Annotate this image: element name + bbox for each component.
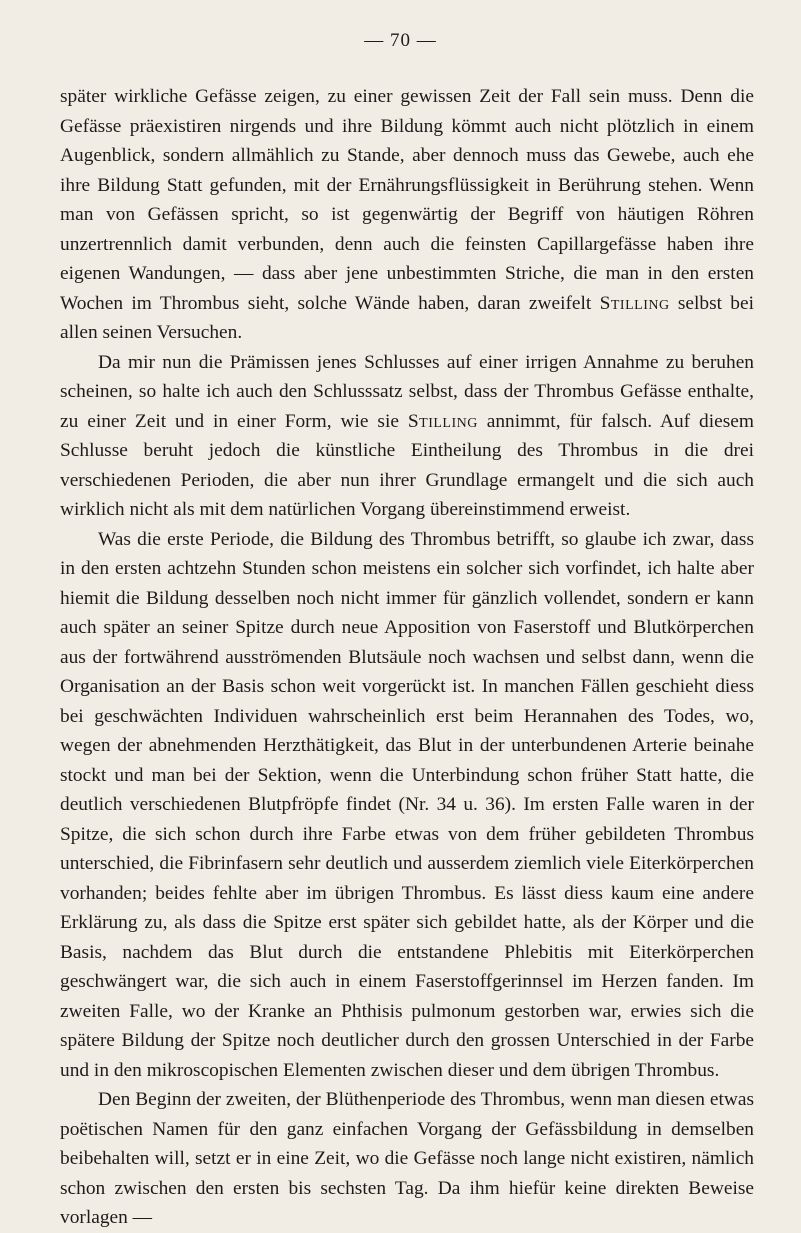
paragraph-1-text-b: selbst bei allen seinen Versuchen. — [60, 292, 754, 343]
author-name-stilling: Stilling — [407, 410, 478, 432]
author-name-stilling: Stilling — [599, 292, 670, 314]
paragraph-3-text: Was die erste Periode, die Bildung des Thrombus betrifft, so glaube ich zwar, dass in den ersten achtzehn Stunden schon meistens ein solcher sich vorfindet, ich halte aber hiemit die Bildung desselben noch nicht immer für gänzlich vollendet, sondern er kann auch später an seiner Spitze durch neue Apposition von Faserstoff und Blutkörperchen aus der fortwährend ausströmenden Blutsäule noch wachsen und selbst dann, wenn die Organisation an der Basis schon weit vorgerückt ist. In manchen Fällen geschieht diess bei geschwächten Individuen wahrscheinlich erst beim Herannahen des Todes, wo, wegen der abnehmenden Herzthätigkeit, das Blut in der unterbundenen Arterie beinahe stockt und man bei der Sektion, wenn die Unterbindung schon früher Statt hatte, die deutlich verschiedenen Blutpfröpfe findet (Nr. 34 u. 36). Im ersten Falle waren in der Spitze, die sich schon durch ihre Farbe etwas von dem früher gebildeten Thrombus unterschied, die Fibrinfasern sehr deutlich und ausserdem ziemlich viele Eiterkörperchen vorhanden; beides fehlte aber im übrigen Thrombus. Es lässt diess kaum eine andere Erklärung zu, als dass die Spitze erst später sich gebildet hatte, als der Körper und die Basis, nachdem das Blut durch die entstandene Phlebitis mit Eiterkörperchen geschwängert war, die sich auch in einem Faserstoffgerinnsel im Herzen fanden. Im zweiten Falle, wo der Kranke an Phthisis pulmonum gestorben war, erwies sich die spätere Bildung der Spitze noch deutlicher durch den grossen Unterschied in der Farbe und in den mikroscopischen Elementen zwischen dieser und dem übrigen Thrombus. — [60, 528, 754, 1081]
paragraph-1 — [60, 82, 754, 348]
paragraph-2 — [60, 348, 754, 525]
paragraph-4-text: Den Beginn der zweiten, der Blüthenperiode des Thrombus, wenn man diesen etwas poëtischen Namen für den ganz einfachen Vorgang der Gefässbildung in demselben beibehalten will, setzt er in eine Zeit, wo die Gefässe noch lange nicht existiren, nämlich schon zwischen den ersten bis sechsten Tag. Da ihm hiefür keine direkten Beweise vorlagen — — [60, 1089, 754, 1228]
body-text — [60, 82, 754, 1233]
paragraph-4 — [60, 1085, 754, 1233]
paragraph-3 — [60, 525, 754, 1086]
page-number: — 70 — — [364, 30, 437, 51]
paragraph-2-text-b: annimmt, für falsch. Auf diesem Schlusse beruht jedoch die künstliche Eintheilung des Thrombus in die drei verschiedenen Perioden, die aber nun ihrer Grundlage ermangelt und die sich auch wirklich nicht als mit dem natürlichen Vorgang übereinstimmend erweist. — [60, 410, 754, 520]
paragraph-1-text-a: später wirkliche Gefässe zeigen, zu einer gewissen Zeit der Fall sein muss. Denn die Gefässe präexistiren nirgends und ihre Bildung kömmt auch nicht plötzlich in einem Augenblick, sondern allmählich zu Stande, aber dennoch muss das Gewebe, auch ehe ihre Bildung Statt gefunden, mit der Ernährungsflüssigkeit in Berührung stehen. Wenn man von Gefässen spricht, so ist gegenwärtig der Begriff von häutigen Röhren unzertrennlich damit verbunden, denn auch die feinsten Capillargefässe haben ihre eigenen Wandungen, — dass aber jene unbestimmten Striche, die man in den ersten Wochen im Thrombus sieht, solche Wände haben, daran zweifelt — [60, 86, 754, 314]
paragraph-2-text-a: Da mir nun die Prämissen jenes Schlusses auf einer irrigen Annahme zu beruhen scheinen, so halte ich auch den Schlusssatz selbst, dass der Thrombus Gefässe enthalte, zu einer Zeit und in einer Form, wie sie — [60, 351, 754, 432]
